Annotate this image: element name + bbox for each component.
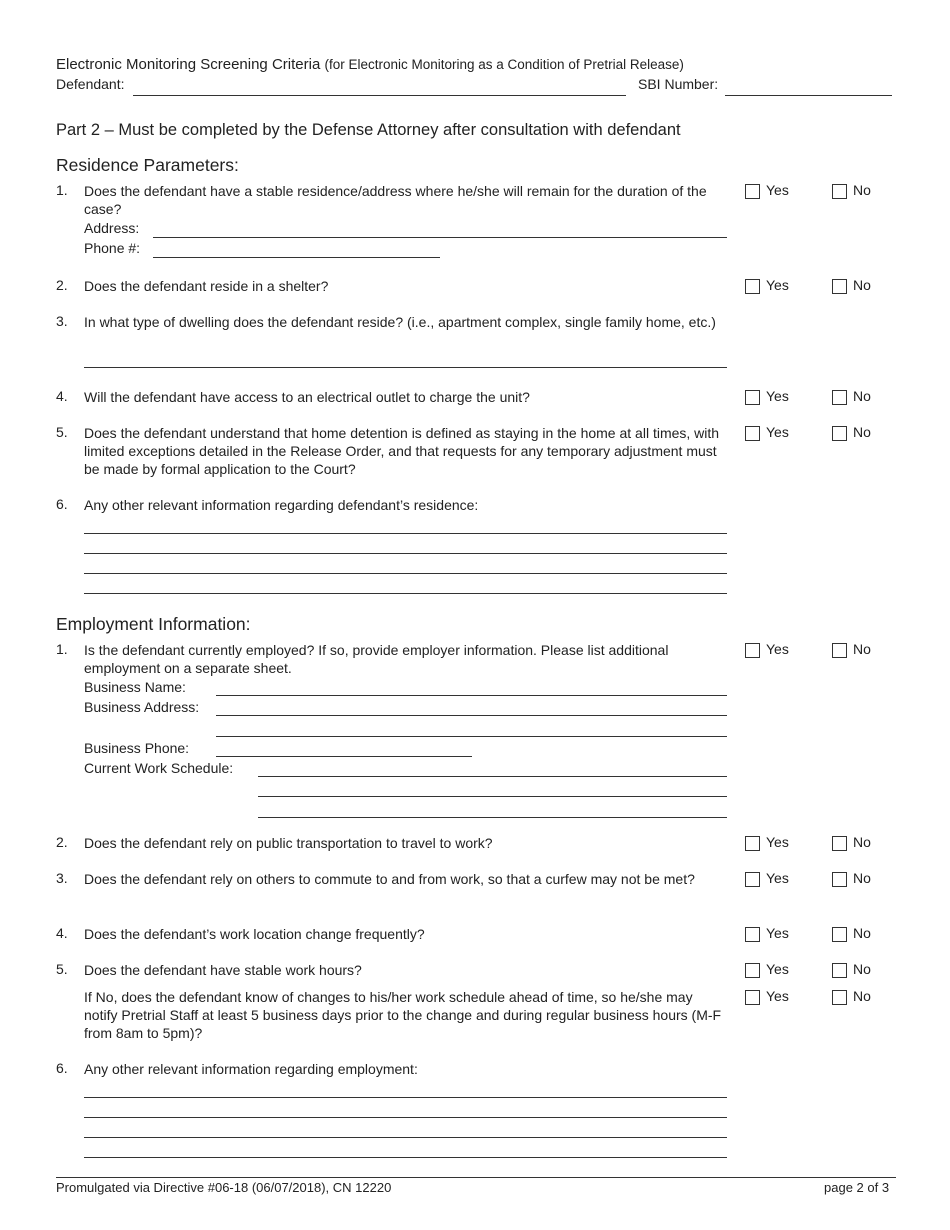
business-phone-field[interactable] [216, 756, 472, 757]
employment-q5-yes-checkbox[interactable] [745, 963, 760, 978]
employment-q3-yes-checkbox[interactable] [745, 872, 760, 887]
residence-q3-number: 3. [56, 313, 68, 329]
no-label: No [853, 961, 871, 977]
address-field[interactable] [153, 237, 727, 238]
work-schedule-field[interactable] [258, 817, 727, 818]
footer-page-number: page 2 of 3 [824, 1180, 890, 1195]
part-heading: Part 2 – Must be completed by the Defense Attorney after consultation with defendant [56, 121, 681, 139]
residence-q6-text: Any other relevant information regarding defendant’s residence: [84, 497, 479, 513]
yes-label: Yes [766, 870, 789, 886]
residence-q1-text: Does the defendant have a stable residence/address where he/she will remain for the duration of the case? [84, 183, 707, 217]
employment-other-line[interactable] [84, 1157, 727, 1158]
yes-label: Yes [766, 277, 789, 293]
business-address-field[interactable] [216, 715, 727, 716]
residence-q3-text: In what type of dwelling does the defendant reside? (i.e., apartment complex, single family home, etc.) [84, 314, 716, 330]
employment-q2-no-checkbox[interactable] [832, 836, 847, 851]
residence-q6-number: 6. [56, 496, 68, 512]
employment-q5-followup-no-checkbox[interactable] [832, 990, 847, 1005]
no-label: No [853, 424, 871, 440]
employment-q4-number: 4. [56, 925, 68, 941]
no-label: No [853, 277, 871, 293]
employment-q4-text: Does the defendant’s work location change frequently? [84, 926, 425, 942]
no-label: No [853, 182, 871, 198]
employment-q2-text: Does the defendant rely on public transportation to travel to work? [84, 835, 493, 851]
employment-q3-no-checkbox[interactable] [832, 872, 847, 887]
no-label: No [853, 870, 871, 886]
sbi-number-field[interactable] [725, 95, 892, 96]
employment-q1-no-checkbox[interactable] [832, 643, 847, 658]
residence-q2-yes-checkbox[interactable] [745, 279, 760, 294]
residence-q5-no-checkbox[interactable] [832, 426, 847, 441]
residence-q5-number: 5. [56, 424, 68, 440]
residence-q1-number: 1. [56, 182, 68, 198]
work-schedule-field[interactable] [258, 776, 727, 777]
employment-q4-no-checkbox[interactable] [832, 927, 847, 942]
residence-q2-number: 2. [56, 277, 68, 293]
residence-q5-text: Does the defendant understand that home detention is defined as staying in the home at all times, with limited exceptions detailed in the Release Order, and that requests for any temporary adjustment must be made by formal application to the Court? [84, 425, 720, 477]
no-label: No [853, 388, 871, 404]
residence-other-line[interactable] [84, 553, 727, 554]
business-address-label: Business Address: [84, 699, 200, 715]
yes-label: Yes [766, 388, 789, 404]
no-label: No [853, 641, 871, 657]
sbi-number-label: SBI Number: [638, 76, 719, 92]
no-label: No [853, 834, 871, 850]
residence-q4-no-checkbox[interactable] [832, 390, 847, 405]
yes-label: Yes [766, 182, 789, 198]
employment-q3-text: Does the defendant rely on others to commute to and from work, so that a curfew may not be met? [84, 871, 695, 887]
employment-q2-yes-checkbox[interactable] [745, 836, 760, 851]
residence-q1-no-checkbox[interactable] [832, 184, 847, 199]
work-schedule-label: Current Work Schedule: [84, 760, 234, 776]
employment-q5-no-checkbox[interactable] [832, 963, 847, 978]
employment-q2-number: 2. [56, 834, 68, 850]
employment-q5-number: 5. [56, 961, 68, 977]
residence-q4-yes-checkbox[interactable] [745, 390, 760, 405]
residence-q1-yes-checkbox[interactable] [745, 184, 760, 199]
form-subtitle: (for Electronic Monitoring as a Condition of Pretrial Release) [324, 57, 684, 72]
defendant-field[interactable] [133, 95, 626, 96]
residence-other-line[interactable] [84, 593, 727, 594]
employment-q1-number: 1. [56, 641, 68, 657]
yes-label: Yes [766, 424, 789, 440]
residence-q4-number: 4. [56, 388, 68, 404]
work-schedule-field[interactable] [258, 796, 727, 797]
residence-q2-text: Does the defendant reside in a shelter? [84, 278, 329, 294]
employment-q1-yes-checkbox[interactable] [745, 643, 760, 658]
phone-label: Phone #: [84, 240, 141, 256]
phone-field[interactable] [153, 257, 440, 258]
employment-heading: Employment Information: [56, 614, 251, 634]
residence-heading: Residence Parameters: [56, 155, 239, 175]
employment-q5-followup: If No, does the defendant know of changes to his/her work schedule ahead of time, so he/she may notify Pretrial Staff at least 5 business days prior to the change and during regular business hours (M-F from 8am to 5pm)? [84, 989, 722, 1041]
employment-q6-number: 6. [56, 1060, 68, 1076]
business-name-label: Business Name: [84, 679, 186, 695]
employment-q6-text: Any other relevant information regarding employment: [84, 1061, 418, 1077]
form-title: Electronic Monitoring Screening Criteria [56, 56, 321, 73]
dwelling-field[interactable] [84, 367, 727, 368]
yes-label: Yes [766, 988, 789, 1004]
employment-other-line[interactable] [84, 1137, 727, 1138]
no-label: No [853, 988, 871, 1004]
yes-label: Yes [766, 834, 789, 850]
no-label: No [853, 925, 871, 941]
employment-q1-text: Is the defendant currently employed? If so, provide employer information. Please list additional employment on a separate sheet. [84, 642, 669, 676]
form-title-line [56, 56, 684, 73]
defendant-label: Defendant: [56, 76, 125, 92]
footer-divider [56, 1177, 896, 1178]
employment-other-line[interactable] [84, 1097, 727, 1098]
employment-other-line[interactable] [84, 1117, 727, 1118]
residence-q5-yes-checkbox[interactable] [745, 426, 760, 441]
business-name-field[interactable] [216, 695, 727, 696]
residence-other-line[interactable] [84, 533, 727, 534]
employment-q4-yes-checkbox[interactable] [745, 927, 760, 942]
yes-label: Yes [766, 641, 789, 657]
yes-label: Yes [766, 961, 789, 977]
residence-q2-no-checkbox[interactable] [832, 279, 847, 294]
yes-label: Yes [766, 925, 789, 941]
employment-q5-text: Does the defendant have stable work hours? [84, 962, 362, 978]
footer-promulgated: Promulgated via Directive #06-18 (06/07/2018), CN 12220 [56, 1180, 392, 1195]
residence-q4-text: Will the defendant have access to an electrical outlet to charge the unit? [84, 389, 530, 405]
business-address-field[interactable] [216, 736, 727, 737]
employment-q5-followup-yes-checkbox[interactable] [745, 990, 760, 1005]
residence-other-line[interactable] [84, 573, 727, 574]
business-phone-label: Business Phone: [84, 740, 190, 756]
address-label: Address: [84, 220, 140, 236]
employment-q3-number: 3. [56, 870, 68, 886]
